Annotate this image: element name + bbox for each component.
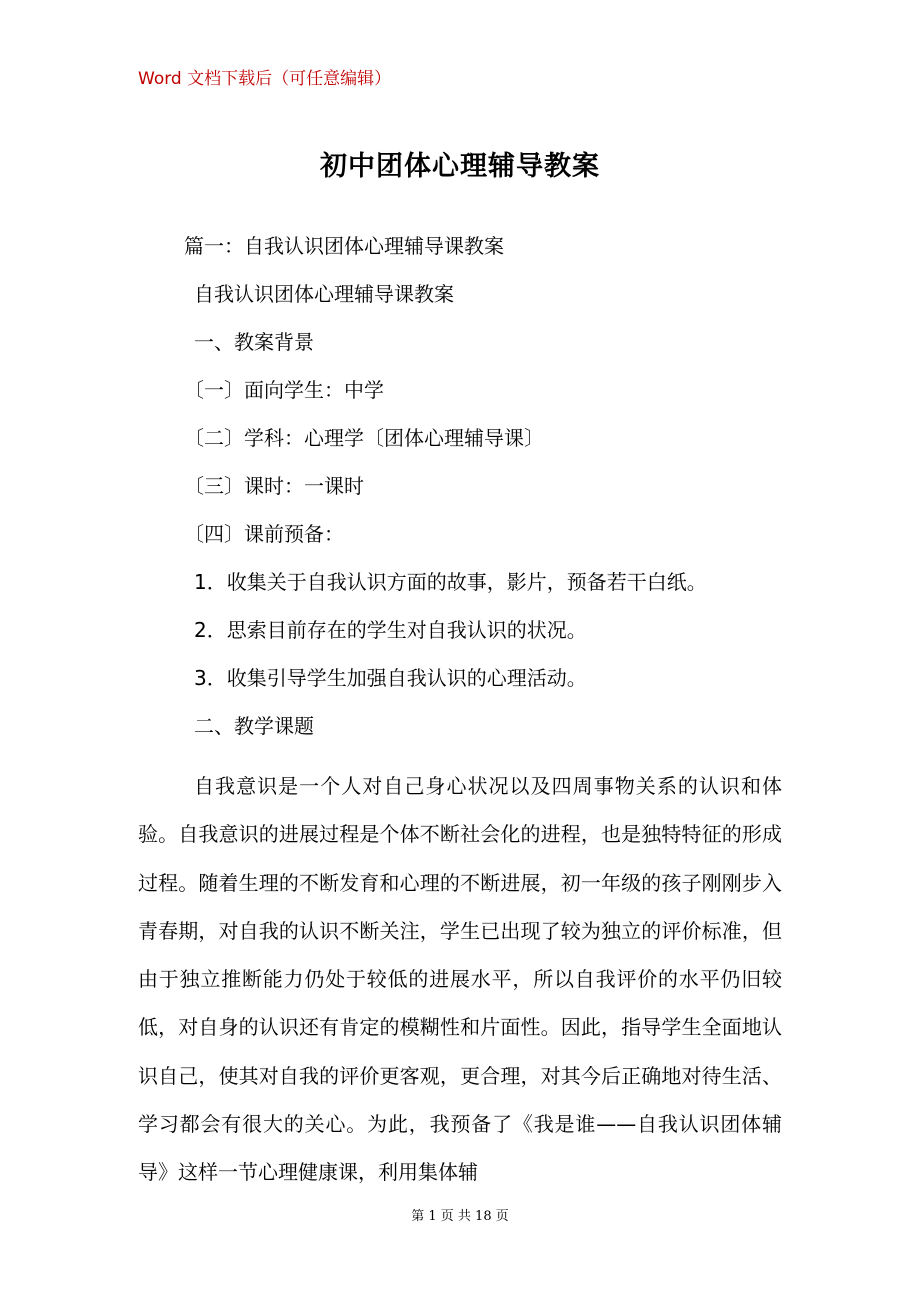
- item-duration: 〔三〕课时：一课时: [184, 474, 364, 498]
- prep-step-2: 2．思索目前存在的学生对自我认识的状况。: [194, 618, 587, 642]
- prep-step-3: 3．收集引导学生加强自我认识的心理活动。: [194, 666, 587, 690]
- prep-step-1: 1．收集关于自我认识方面的故事，影片，预备若干白纸。: [194, 570, 707, 594]
- lesson-plan-title: 自我认识团体心理辅导课教案: [194, 282, 454, 306]
- heading-topic: 二、教学课题: [194, 714, 314, 738]
- item-subject: 〔二〕学科：心理学〔团体心理辅导课〕: [184, 426, 544, 450]
- download-note: Word 文档下载后（可任意编辑）: [138, 69, 392, 89]
- page-number-footer: 第 1 页 共 18 页: [411, 1209, 509, 1224]
- heading-background: 一、教案背景: [194, 330, 314, 354]
- section-heading: 篇一：自我认识团体心理辅导课教案: [184, 234, 504, 258]
- item-audience: 〔一〕面向学生：中学: [184, 378, 384, 402]
- document-title: 初中团体心理辅导教案: [320, 151, 600, 182]
- topic-paragraph: 自我意识是一个人对自己身心状况以及四周事物关系的认识和体验。自我意识的进展过程是个体不断社会化的进程，也是独特特征的形成过程。随着生理的不断发育和心理的不断进展，初一年级的孩子刚刚步入青春期，对自我的认识不断关注，学生已出现了较为独立的评价标准，但由于独立推断能力仍处于较低的进展水平，所以自我评价的水平仍旧较低，对自身的认识还有肯定的模糊性和片面性。因此，指导学生全面地认识自己，使其对自我的评价更客观，更合理，对其今后正确地对待生活、学习都会有很大的关心。为此，我预备了《我是谁——自我认识团体辅导》这样一节心理健康课，利用集体辅: [138, 774, 782, 1185]
- item-preparation: 〔四〕课前预备：: [184, 522, 344, 546]
